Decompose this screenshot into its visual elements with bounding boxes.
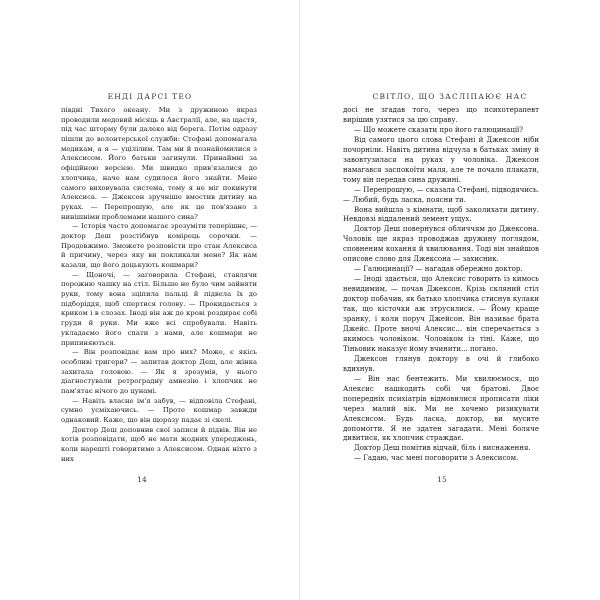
paragraph: Вона вийшла з кімнати, щоб заколихати дитину. Невдовзі віддалений лемент ущух.: [343, 205, 539, 224]
right-page: [300, 0, 600, 600]
paragraph: Доктор Деш помітив відчай, біль і виснаження.: [354, 444, 531, 453]
paragraph: — Історія часто допомагає зрозуміти теперішнє, — доктор Деш розстібнув комірець сорочки. — Продовжимо. Зможете розповісти про стан Алексиса й причину, через яку ви покликали мене? Як нам казали, що його доцькують кошмари?: [61, 222, 257, 269]
page-number-left: 14: [137, 475, 147, 484]
paragraph: Доктор Деш повернувся обличчям до Джексона. Чоловік ще якраз проводжав дружину поглядом, сповненим кохання й хвилювання. Тоді він знайшов описове слово для Джексона — захисник.: [343, 225, 539, 264]
paragraph: Доктор Деш доповнив свої записи й підвів. Він не хотів розповідати, щоб не мати жодних упереджень, коли нарешті говоритиме з Алексисом. Однак ніхто з них: [61, 425, 257, 463]
right-page-body: [343, 106, 539, 464]
paragraph: півдні Тихого океану. Ми з дружиною якраз проводили медовий місяць в Австралії, але, на щастя, під час шторму були далеко від берега. Потім одразу пішли до волонтерської служби: Стефані допомагала медикам, а я — уцілілим. Там ми й познайомилися з Алексисом. Його батьки загинули. Принаймні за офіційною версією. Ми швидко прив'язалися до хлопчика, наче нам судилося його знайти. Мене самого виховувала система, тому я не міг покинути Алексиса. — Джексон зручніше вмостив дитину на руках. — Перепрошую, але як це пов'язано з нинішніми проблемами нашого сина?: [61, 106, 257, 221]
paragraph: — Гадаю, час мені поговорити з Алексисом.: [354, 454, 519, 463]
paragraph: — Він розповідає вам про них? Може, є якісь особливі тригери? — запитав доктор Деш, але жінка захитала головою. — Як я зрозумів, у нього діагностували ретроградну амнезію і хлопчик не пам'ятає нічого до цунамі.: [61, 348, 257, 395]
paragraph: — Він нас бентежить. Ми хвилюємося, що Алексис нашкодить собі чи братові. Двоє попередніх психіатрів відмовилися прописати ліки через малий вік. Ми не хочемо ризикувати Алексисом. Будь ласка, доктор, ви мусите допомогти. Я не здатен загадати. Мені боляче дивитися, як хлопчик страждає.: [343, 374, 539, 443]
paragraph: — Навіть власне ім'я забув, — відповіла Стефані, сумно усміхаючись. — Проте кошмар завжди однаковий. Каже, що він щоразу падає зі скелі.: [61, 396, 257, 424]
paragraph: досі не згадав того, через що психотерапевт вирішив узятися за цю справу.: [343, 106, 539, 124]
paragraph: — Що можете сказати про його галюцинації?: [354, 125, 524, 134]
left-page-body: [61, 106, 257, 464]
paragraph: Джексон глянув доктору в очі й глибоко вдихнув.: [343, 354, 539, 373]
page-number-right: 15: [437, 475, 447, 484]
paragraph: — Галюцинації? — нагадав обережно доктор.: [354, 265, 523, 274]
paragraph: Від самого цього слова Стефані й Джексон ніби почорніли. Навіть дитина відчула в батьках зміну й завовтузилася на руках у чоловіка. Джексон намагався заспокоїти маля, але те почало плакати, тому він передав сина дружині.: [343, 135, 539, 184]
running-header-title: СВІТЛО, ЩО ЗАСЛІПАЮЄ НАС: [372, 92, 528, 101]
paragraph: — Перепрошую, — сказала Стефані, підводячись. — Любий, будь ласка, поясни ти.: [343, 185, 539, 204]
paragraph: — Іноді здається, що Алексис говорить із кимось невидимим, — почав Джексон. Крізь скляний стіл доктор побачив, як батько хлопчика стиснув кулаки так, що кісточки аж зтрусилися. — Йому краще зранку, і коли поруч Джейсон. Він називає брата Джейс. Проте вночі Алексис... він сперечається з якимось чоловіком. Чоловіком із тіні. Каже, що Тіньовик наказує йому вчинити... погано.: [343, 275, 539, 353]
running-header-author: ЕНДІ ДАРСІ ТЕО: [107, 92, 193, 101]
paragraph: — Щоночі, — заговорила Стефані, ставлячи порожню чашку на стіл. Більше не було чим зайняти руки, тому вона зціпила пальці й підвела їх до підборіддя, щоб спертися голову. — Прокидається з криком і в слозах. Іноді він аж до крові роздирає собі груди й руки. Ми вже всі спробували. Навіть укладаємо його спати з нами, але кошмари не припиняються.: [61, 270, 257, 347]
